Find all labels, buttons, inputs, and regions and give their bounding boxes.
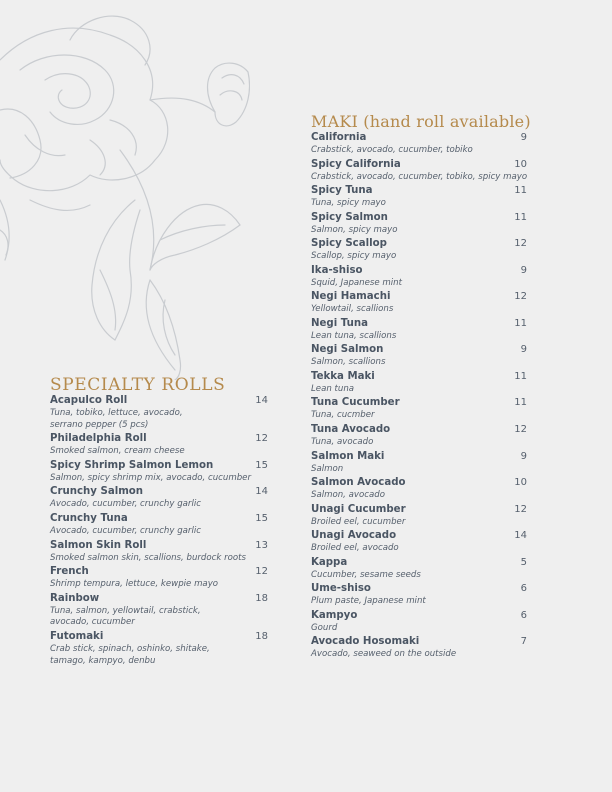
item-name: Spicy California <box>311 158 401 170</box>
maki-menu-item <box>311 158 527 185</box>
item-price: 12 <box>255 433 268 445</box>
item-price: 10 <box>514 477 527 489</box>
item-price: 12 <box>255 566 268 578</box>
specialty-menu-item <box>50 485 268 511</box>
item-description: Broiled eel, cucumber <box>311 516 406 527</box>
item-description: Salmon, spicy shrimp mix, avocado, cucumber <box>50 472 251 483</box>
item-description: Lean tuna, scallions <box>311 330 397 341</box>
item-name: Acapulco Roll <box>50 395 128 406</box>
item-price: 9 <box>520 132 527 143</box>
item-name: Negi Salmon <box>311 344 384 356</box>
item-price: 11 <box>514 317 527 329</box>
item-name: Unagi Avocado <box>311 530 397 542</box>
item-description: Salmon, avocado <box>311 490 385 501</box>
item-description: Avocado, seaweed on the outside <box>311 649 457 660</box>
item-name: Futomaki <box>50 630 104 642</box>
item-name: Negi Tuna <box>311 317 368 329</box>
item-description: Plum paste, Japanese mint <box>311 596 426 607</box>
item-name: Tekka Maki <box>311 370 375 382</box>
item-description: Lean tuna <box>311 383 355 394</box>
item-name: Salmon Avocado <box>311 477 406 489</box>
item-description: Squid, Japanese mint <box>311 277 402 288</box>
item-name: Ika-shiso <box>311 264 363 276</box>
maki-menu-item <box>311 370 527 397</box>
item-price: 14 <box>514 530 527 542</box>
maki-menu-item <box>311 635 527 662</box>
maki-section-title: MAKI (hand roll available) <box>311 112 531 131</box>
item-price: 9 <box>520 264 527 276</box>
specialty-menu-item <box>50 539 268 565</box>
item-price: 12 <box>514 503 527 515</box>
item-price: 14 <box>255 395 268 406</box>
item-description: Cucumber, sesame seeds <box>311 569 421 580</box>
item-price: 6 <box>520 609 527 621</box>
item-price: 13 <box>255 539 268 551</box>
item-name: Rainbow <box>50 592 100 604</box>
item-description: Tuna, tobiko, lettuce, avocado, <box>50 408 183 418</box>
item-description: Tuna, spicy mayo <box>311 198 386 209</box>
item-price: 14 <box>255 486 268 498</box>
item-price: 15 <box>255 459 268 471</box>
item-description: Yellowtail, scallions <box>311 304 394 315</box>
item-price: 9 <box>520 344 527 356</box>
item-name: Kampyo <box>311 609 358 621</box>
item-description: Smoked salmon skin, scallions, burdock roots <box>50 552 246 563</box>
maki-menu-item <box>311 476 527 503</box>
item-description: Avocado, cucumber, crunchy garlic <box>50 525 201 536</box>
item-price: 11 <box>514 211 527 223</box>
maki-menu-item <box>311 529 527 556</box>
item-name: Tuna Cucumber <box>311 397 400 409</box>
item-price: 5 <box>520 556 527 568</box>
maki-menu-item <box>311 211 527 238</box>
item-description: tamago, kampyo, denbu <box>50 655 156 666</box>
maki-menu-item <box>311 556 527 583</box>
maki-menu-item <box>311 290 527 317</box>
specialty-menu-item <box>50 512 268 538</box>
item-price: 15 <box>255 512 268 524</box>
item-name: Spicy Salmon <box>311 211 388 223</box>
specialty-menu-list <box>50 394 268 668</box>
item-description: Avocado, cucumber, crunchy garlic <box>50 499 201 510</box>
item-price: 12 <box>514 291 527 303</box>
item-name: Spicy Shrimp Salmon Lemon <box>50 459 214 471</box>
item-price: 10 <box>514 158 527 170</box>
maki-menu-item <box>311 609 527 636</box>
item-description: Tuna, salmon, yellowtail, crabstick, <box>50 605 201 616</box>
item-name: Kappa <box>311 556 348 568</box>
item-name: California <box>311 132 367 143</box>
item-name: Crunchy Tuna <box>50 512 128 524</box>
item-description: avocado, cucumber <box>50 617 135 628</box>
specialty-menu-item <box>50 592 268 629</box>
item-description: serrano pepper (5 pcs) <box>50 419 149 430</box>
item-description: Crab stick, spinach, oshinko, shitake, <box>50 643 210 654</box>
item-description: Shrimp tempura, lettuce, kewpie mayo <box>50 579 219 590</box>
maki-menu-item <box>311 423 527 450</box>
item-price: 6 <box>520 583 527 595</box>
item-price: 12 <box>514 238 527 250</box>
maki-menu-item <box>311 264 527 291</box>
item-name: Negi Hamachi <box>311 291 391 303</box>
maki-menu-item <box>311 343 527 370</box>
item-description: Tuna, avocado <box>311 437 374 448</box>
specialty-menu-item <box>50 432 268 458</box>
item-name: Crunchy Salmon <box>50 486 144 498</box>
item-price: 11 <box>514 397 527 409</box>
maki-menu-item <box>311 503 527 530</box>
item-description: Crabstick, avocado, cucumber, tobiko, spicy mayo <box>311 171 528 182</box>
specialty-menu-item <box>50 459 268 485</box>
item-description: Salmon <box>311 463 344 474</box>
item-price: 12 <box>514 424 527 436</box>
item-name: Tuna Avocado <box>311 424 391 436</box>
item-description: Salmon, spicy mayo <box>311 224 398 235</box>
maki-menu-list <box>311 131 527 662</box>
item-name: Philadelphia Roll <box>50 433 147 445</box>
specialty-menu-item <box>50 394 268 431</box>
item-name: French <box>50 566 89 578</box>
item-name: Spicy Scallop <box>311 238 387 250</box>
maki-menu-item <box>311 184 527 211</box>
item-price: 11 <box>514 185 527 197</box>
specialty-menu-item <box>50 565 268 591</box>
item-name: Spicy Tuna <box>311 185 373 197</box>
item-name: Avocado Hosomaki <box>311 636 420 648</box>
item-description: Scallop, spicy mayo <box>311 251 397 262</box>
item-description: Salmon, scallions <box>311 357 386 368</box>
item-price: 7 <box>520 636 527 648</box>
item-price: 18 <box>255 630 268 642</box>
specialty-menu-item <box>50 630 268 667</box>
item-description: Tuna, cucmber <box>311 410 375 421</box>
item-name: Salmon Skin Roll <box>50 539 147 551</box>
peony-illustration <box>0 0 250 380</box>
item-name: Salmon Maki <box>311 450 385 462</box>
item-name: Unagi Cucumber <box>311 503 406 515</box>
maki-menu-item <box>311 317 527 344</box>
item-description: Crabstick, avocado, cucumber, tobiko <box>311 145 473 155</box>
item-description: Smoked salmon, cream cheese <box>50 446 185 457</box>
item-price: 9 <box>520 450 527 462</box>
maki-menu-item <box>311 450 527 477</box>
maki-menu-item <box>311 396 527 423</box>
item-price: 11 <box>514 370 527 382</box>
item-description: Gourd <box>311 622 338 633</box>
specialty-section-title: SPECIALTY ROLLS <box>50 375 226 395</box>
maki-menu-item <box>311 237 527 264</box>
item-price: 18 <box>255 592 268 604</box>
maki-menu-item <box>311 582 527 609</box>
item-name: Ume-shiso <box>311 583 371 595</box>
item-description: Broiled eel, avocado <box>311 543 399 554</box>
maki-menu-item <box>311 131 527 158</box>
